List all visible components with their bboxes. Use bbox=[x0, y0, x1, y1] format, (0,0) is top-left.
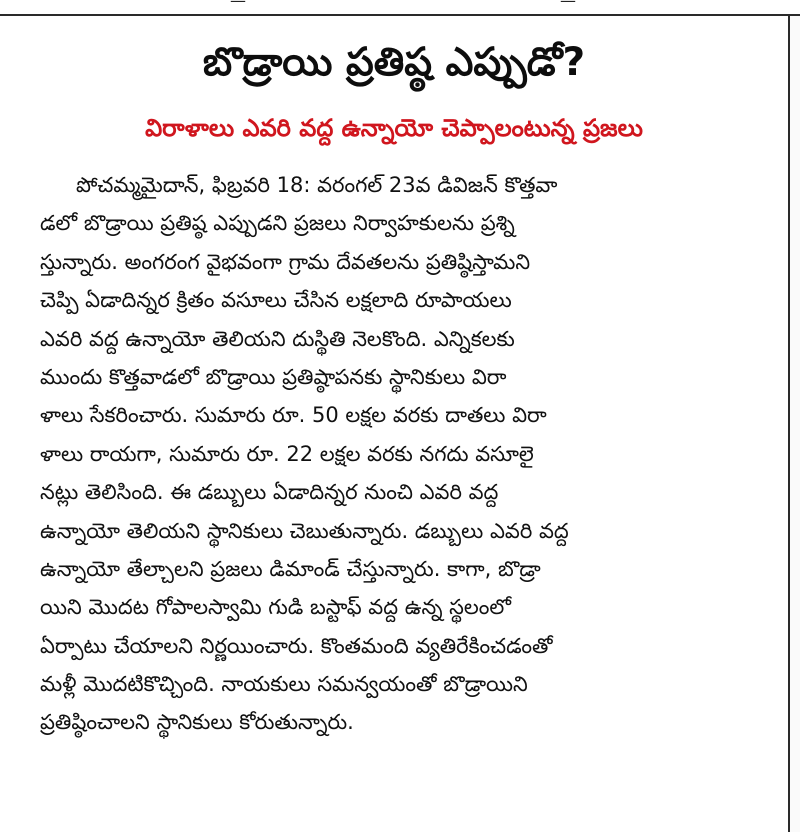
body-line: ఉన్నాయో తేల్చాలని ప్రజలు డిమాండ్ చేస్తున్నారు. కాగా, బొడ్రా bbox=[40, 556, 541, 581]
body-line: ళాలు సేకరించారు. సుమారు రూ. 50 లక్షల వరకు దాతలు విరా bbox=[40, 403, 547, 428]
cut-off-text-fragment: — bbox=[230, 0, 247, 10]
body-line: ళాలు రాయగా, సుమారు రూ. 22 లక్షల వరకు నగదు వసూలై bbox=[40, 441, 534, 466]
right-column-border bbox=[788, 16, 800, 832]
article-subheadline: విరాళాలు ఎవరి వద్ద ఉన్నాయో చెప్పాలంటున్న ప్రజలు bbox=[145, 114, 643, 142]
body-line: డలో బొడ్రాయి ప్రతిష్ఠ ఎప్పుడని ప్రజలు నిర్వాహకులను ప్రశ్ని bbox=[40, 211, 515, 236]
next-article-headline-cutoff bbox=[0, 798, 788, 832]
top-border-rule bbox=[0, 0, 800, 16]
body-line: స్తున్నారు. అంగరంగ వైభవంగా గ్రామ దేవతలను ప్రతిష్ఠిస్తామని bbox=[40, 249, 531, 274]
news-article bbox=[0, 16, 788, 832]
article-headline: బొడ్రాయి ప్రతిష్ఠ ఎప్పుడో? bbox=[202, 40, 586, 85]
body-line: ప్రతిష్ఠించాలని స్థానికులు కోరుతున్నారు. bbox=[40, 710, 354, 735]
body-line: ఎవరి వద్ద ఉన్నాయో తెలియని దుస్థితి నెలకొంది. ఎన్నికలకు bbox=[40, 326, 515, 351]
article-body bbox=[40, 166, 760, 742]
body-line: నట్లు తెలిసింది. ఈ డబ్బులు ఏడాదిన్నర నుంచి ఎవరి వద్ద bbox=[40, 480, 499, 505]
body-line: ముందు కొత్తవాడలో బొడ్రాయి ప్రతిష్ఠాపనకు స్థానికులు విరా bbox=[40, 364, 507, 389]
body-line: మళ్లీ మొదటికొచ్చింది. నాయకులు సమన్వయంతో బొడ్రాయిని bbox=[40, 672, 528, 697]
body-line: యిని మొదట గోపాలస్వామి గుడి బస్టాఫ్ వద్ద ఉన్న స్థలంలో bbox=[40, 595, 512, 620]
cut-off-text-fragment: — bbox=[560, 0, 577, 10]
body-line: చెప్పి ఏడాదిన్నర క్రితం వసూలు చేసిన లక్షలాది రూపాయలు bbox=[40, 288, 512, 313]
body-line: ఏర్పాటు చేయాలని నిర్ణయించారు. కొంతమంది వ్యతిరేకించడంతో bbox=[40, 633, 553, 658]
body-line: పోచమ్మమైదాన్, ఫిబ్రవరి 18: వరంగల్ 23వ డివిజన్ కొత్తవా bbox=[76, 173, 558, 197]
body-line: ఉన్నాయో తెలియని స్థానికులు చెబుతున్నారు. డబ్బులు ఎవరి వద్ద bbox=[40, 518, 569, 543]
